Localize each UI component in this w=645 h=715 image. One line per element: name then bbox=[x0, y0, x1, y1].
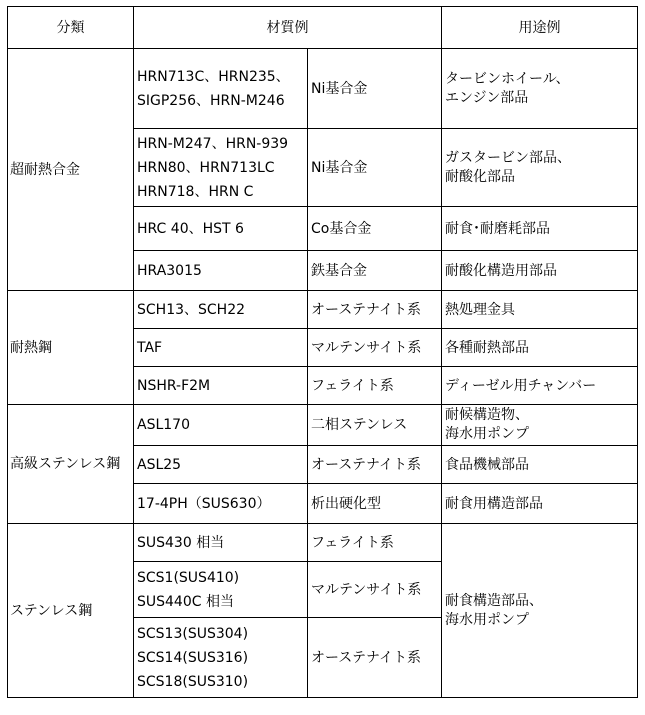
header-row bbox=[8, 7, 638, 49]
material-cell: TAF bbox=[134, 329, 308, 367]
usage-text: 耐酸化部品 bbox=[445, 168, 515, 185]
material-cell: HRA3015 bbox=[134, 251, 308, 291]
base-cell: オーステナイト系 bbox=[308, 618, 442, 698]
material-cell bbox=[134, 618, 308, 698]
material-name: HRN-M247、HRN-939 bbox=[137, 135, 289, 152]
material-cell: NSHR-F2M bbox=[134, 367, 308, 405]
usage-cell: 熱処理金具 bbox=[442, 291, 638, 329]
base-cell: 二相ステンレス bbox=[308, 405, 442, 446]
usage-cell: ディーゼル用チャンバー bbox=[442, 367, 638, 405]
material-cell bbox=[134, 562, 308, 618]
category-cell: 高級ステンレス鋼 bbox=[8, 405, 134, 524]
usage-cell bbox=[442, 129, 638, 207]
material-name: SCS1(SUS410) bbox=[137, 569, 240, 586]
usage-text: エンジン部品 bbox=[445, 89, 529, 106]
materials-table bbox=[7, 6, 638, 698]
material-cell bbox=[134, 129, 308, 207]
usage-text: ガスタービン部品、 bbox=[445, 149, 571, 166]
material-name: HRN718、HRN C bbox=[137, 183, 254, 200]
base-cell: オーステナイト系 bbox=[308, 291, 442, 329]
usage-cell: 各種耐熱部品 bbox=[442, 329, 638, 367]
base-cell: Ni基合金 bbox=[308, 49, 442, 129]
usage-text: 耐候構造物、 bbox=[445, 407, 529, 423]
category-cell: 耐熱鋼 bbox=[8, 291, 134, 405]
base-cell: フェライト系 bbox=[308, 524, 442, 562]
material-cell: 17-4PH（SUS630） bbox=[134, 484, 308, 524]
material-name: SCS18(SUS310) bbox=[137, 673, 249, 690]
material-name: HRN713C、HRN235、 bbox=[137, 68, 290, 85]
category-cell: 超耐熱合金 bbox=[8, 49, 134, 291]
usage-text: タービンホイール、 bbox=[445, 70, 570, 87]
material-cell: HRC 40、HST 6 bbox=[134, 207, 308, 251]
material-name: SIGP256、HRN-M246 bbox=[137, 92, 285, 109]
base-cell: Co基合金 bbox=[308, 207, 442, 251]
usage-cell: 耐酸化構造用部品 bbox=[442, 251, 638, 291]
header-category: 分類 bbox=[8, 7, 134, 49]
header-usage: 用途例 bbox=[442, 7, 638, 49]
table-row bbox=[8, 405, 638, 446]
usage-cell bbox=[442, 49, 638, 129]
material-cell: ASL25 bbox=[134, 446, 308, 484]
material-name: SUS440C 相当 bbox=[137, 593, 234, 610]
header-material: 材質例 bbox=[134, 7, 442, 49]
material-name: SCS13(SUS304) bbox=[137, 625, 249, 642]
usage-cell: 耐食用構造部品 bbox=[442, 484, 638, 524]
base-cell: マルテンサイト系 bbox=[308, 562, 442, 618]
table-row bbox=[8, 49, 638, 129]
material-cell: SUS430 相当 bbox=[134, 524, 308, 562]
category-cell: ステンレス鋼 bbox=[8, 524, 134, 698]
base-cell: Ni基合金 bbox=[308, 129, 442, 207]
usage-text: 耐食構造部品、 bbox=[445, 592, 543, 609]
base-cell: マルテンサイト系 bbox=[308, 329, 442, 367]
base-cell: 鉄基合金 bbox=[308, 251, 442, 291]
table-row bbox=[8, 291, 638, 329]
usage-text: 海水用ポンプ bbox=[445, 611, 529, 628]
table-row bbox=[8, 524, 638, 562]
base-cell: オーステナイト系 bbox=[308, 446, 442, 484]
usage-cell bbox=[442, 524, 638, 698]
material-name: SCS14(SUS316) bbox=[137, 649, 249, 666]
usage-cell bbox=[442, 405, 638, 446]
material-cell: SCH13、SCH22 bbox=[134, 291, 308, 329]
base-cell: 析出硬化型 bbox=[308, 484, 442, 524]
material-cell bbox=[134, 49, 308, 129]
base-cell: フェライト系 bbox=[308, 367, 442, 405]
usage-text: 海水用ポンプ bbox=[445, 426, 529, 442]
material-name: HRN80、HRN713LC bbox=[137, 159, 275, 176]
material-cell: ASL170 bbox=[134, 405, 308, 446]
usage-cell: 食品機械部品 bbox=[442, 446, 638, 484]
usage-cell: 耐食･耐磨耗部品 bbox=[442, 207, 638, 251]
